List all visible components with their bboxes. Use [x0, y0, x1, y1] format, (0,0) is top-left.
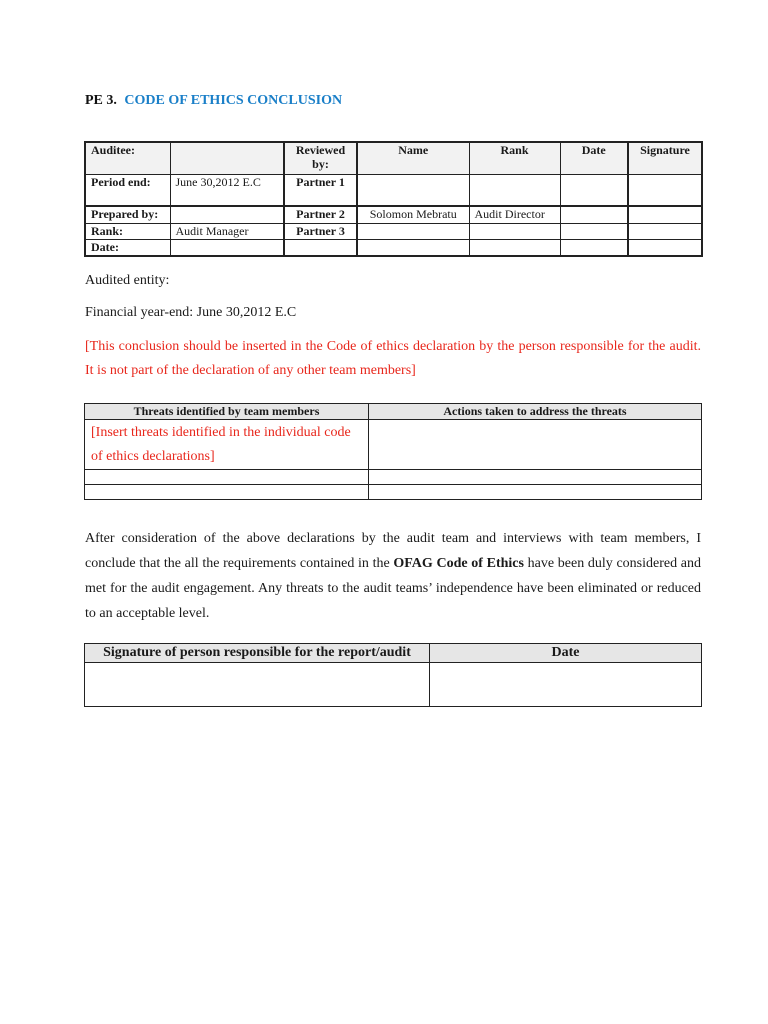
- date-label: Date:: [85, 239, 170, 256]
- threats-table: [84, 403, 702, 500]
- prepared-by-value: [170, 206, 284, 223]
- reviewed-by-label: Reviewed by:: [284, 142, 357, 174]
- partner-1-name: [357, 174, 469, 206]
- actions-cell: [369, 420, 702, 470]
- date-column-header: Date: [430, 644, 702, 663]
- financial-year-end-label: Financial year-end:: [85, 305, 194, 320]
- partner-1-date: [560, 174, 628, 206]
- prepared-by-label: Prepared by:: [85, 206, 170, 223]
- rank-value: Audit Manager: [170, 223, 284, 239]
- empty-cell: [628, 239, 702, 256]
- audited-entity-line: [85, 273, 169, 289]
- conclusion-paragraph: [85, 526, 701, 626]
- date-column-header: Date: [560, 142, 628, 174]
- partner-3-signature: [628, 223, 702, 239]
- threats-column-header: Threats identified by team members: [85, 404, 369, 420]
- partner-2-rank: Audit Director: [469, 206, 560, 223]
- partner-3-label: Partner 3: [284, 223, 357, 239]
- partner-1-signature: [628, 174, 702, 206]
- partner-1-label: Partner 1: [284, 174, 357, 206]
- section-title: CODE OF ETHICS CONCLUSION: [124, 93, 343, 108]
- partner-3-date: [560, 223, 628, 239]
- date-cell: [430, 663, 702, 707]
- section-number: PE 3.: [85, 93, 117, 108]
- rank-label: Rank:: [85, 223, 170, 239]
- partner-2-signature: [628, 206, 702, 223]
- financial-year-end-line: [85, 305, 296, 321]
- audited-entity-label: Audited entity:: [85, 273, 170, 288]
- actions-column-header: Actions taken to address the threats: [369, 404, 702, 420]
- threats-cell: [85, 470, 369, 485]
- partner-2-date: [560, 206, 628, 223]
- period-end-label: Period end:: [85, 174, 170, 206]
- partner-3-name: [357, 223, 469, 239]
- auditee-label: Auditee:: [85, 142, 170, 174]
- partner-1-rank: [469, 174, 560, 206]
- threats-cell: [85, 485, 369, 500]
- threats-placeholder: [Insert threats identified in the individual code of ethics declarations]: [85, 420, 369, 470]
- auditee-value: [170, 142, 284, 174]
- date-value: [170, 239, 284, 256]
- signature-column-header: Signature: [628, 142, 702, 174]
- conclusion-bold-text: OFAG Code of Ethics: [393, 556, 524, 571]
- partner-2-label: Partner 2: [284, 206, 357, 223]
- rank-column-header: Rank: [469, 142, 560, 174]
- conclusion-text: have been duly considered and met for the audit engagement. Any threats to the audit teams’ independence have been eliminated or reduced to an acceptable level.: [85, 556, 701, 621]
- name-column-header: Name: [357, 142, 469, 174]
- engagement-header-table: [84, 141, 703, 257]
- empty-cell: [469, 239, 560, 256]
- actions-cell: [369, 470, 702, 485]
- signature-column-header: Signature of person responsible for the report/audit: [85, 644, 430, 663]
- section-heading: [85, 93, 342, 109]
- partner-3-rank: [469, 223, 560, 239]
- empty-cell: [560, 239, 628, 256]
- partner-2-name: Solomon Mebratu: [357, 206, 469, 223]
- period-end-value: June 30,2012 E.C: [170, 174, 284, 206]
- actions-cell: [369, 485, 702, 500]
- conclusion-text: After consideration of the above declarations by the audit team and interviews with team members, I conclude that the all the requirements contained in the: [85, 531, 701, 571]
- signature-table: [84, 643, 702, 707]
- financial-year-end-value: June 30,2012 E.C: [196, 305, 297, 320]
- signature-cell: [85, 663, 430, 707]
- instruction-note: [This conclusion should be inserted in the Code of ethics declaration by the person responsible for the audit. It is not part of the declaration of any other team members]: [85, 339, 701, 378]
- empty-cell: [357, 239, 469, 256]
- empty-cell: [284, 239, 357, 256]
